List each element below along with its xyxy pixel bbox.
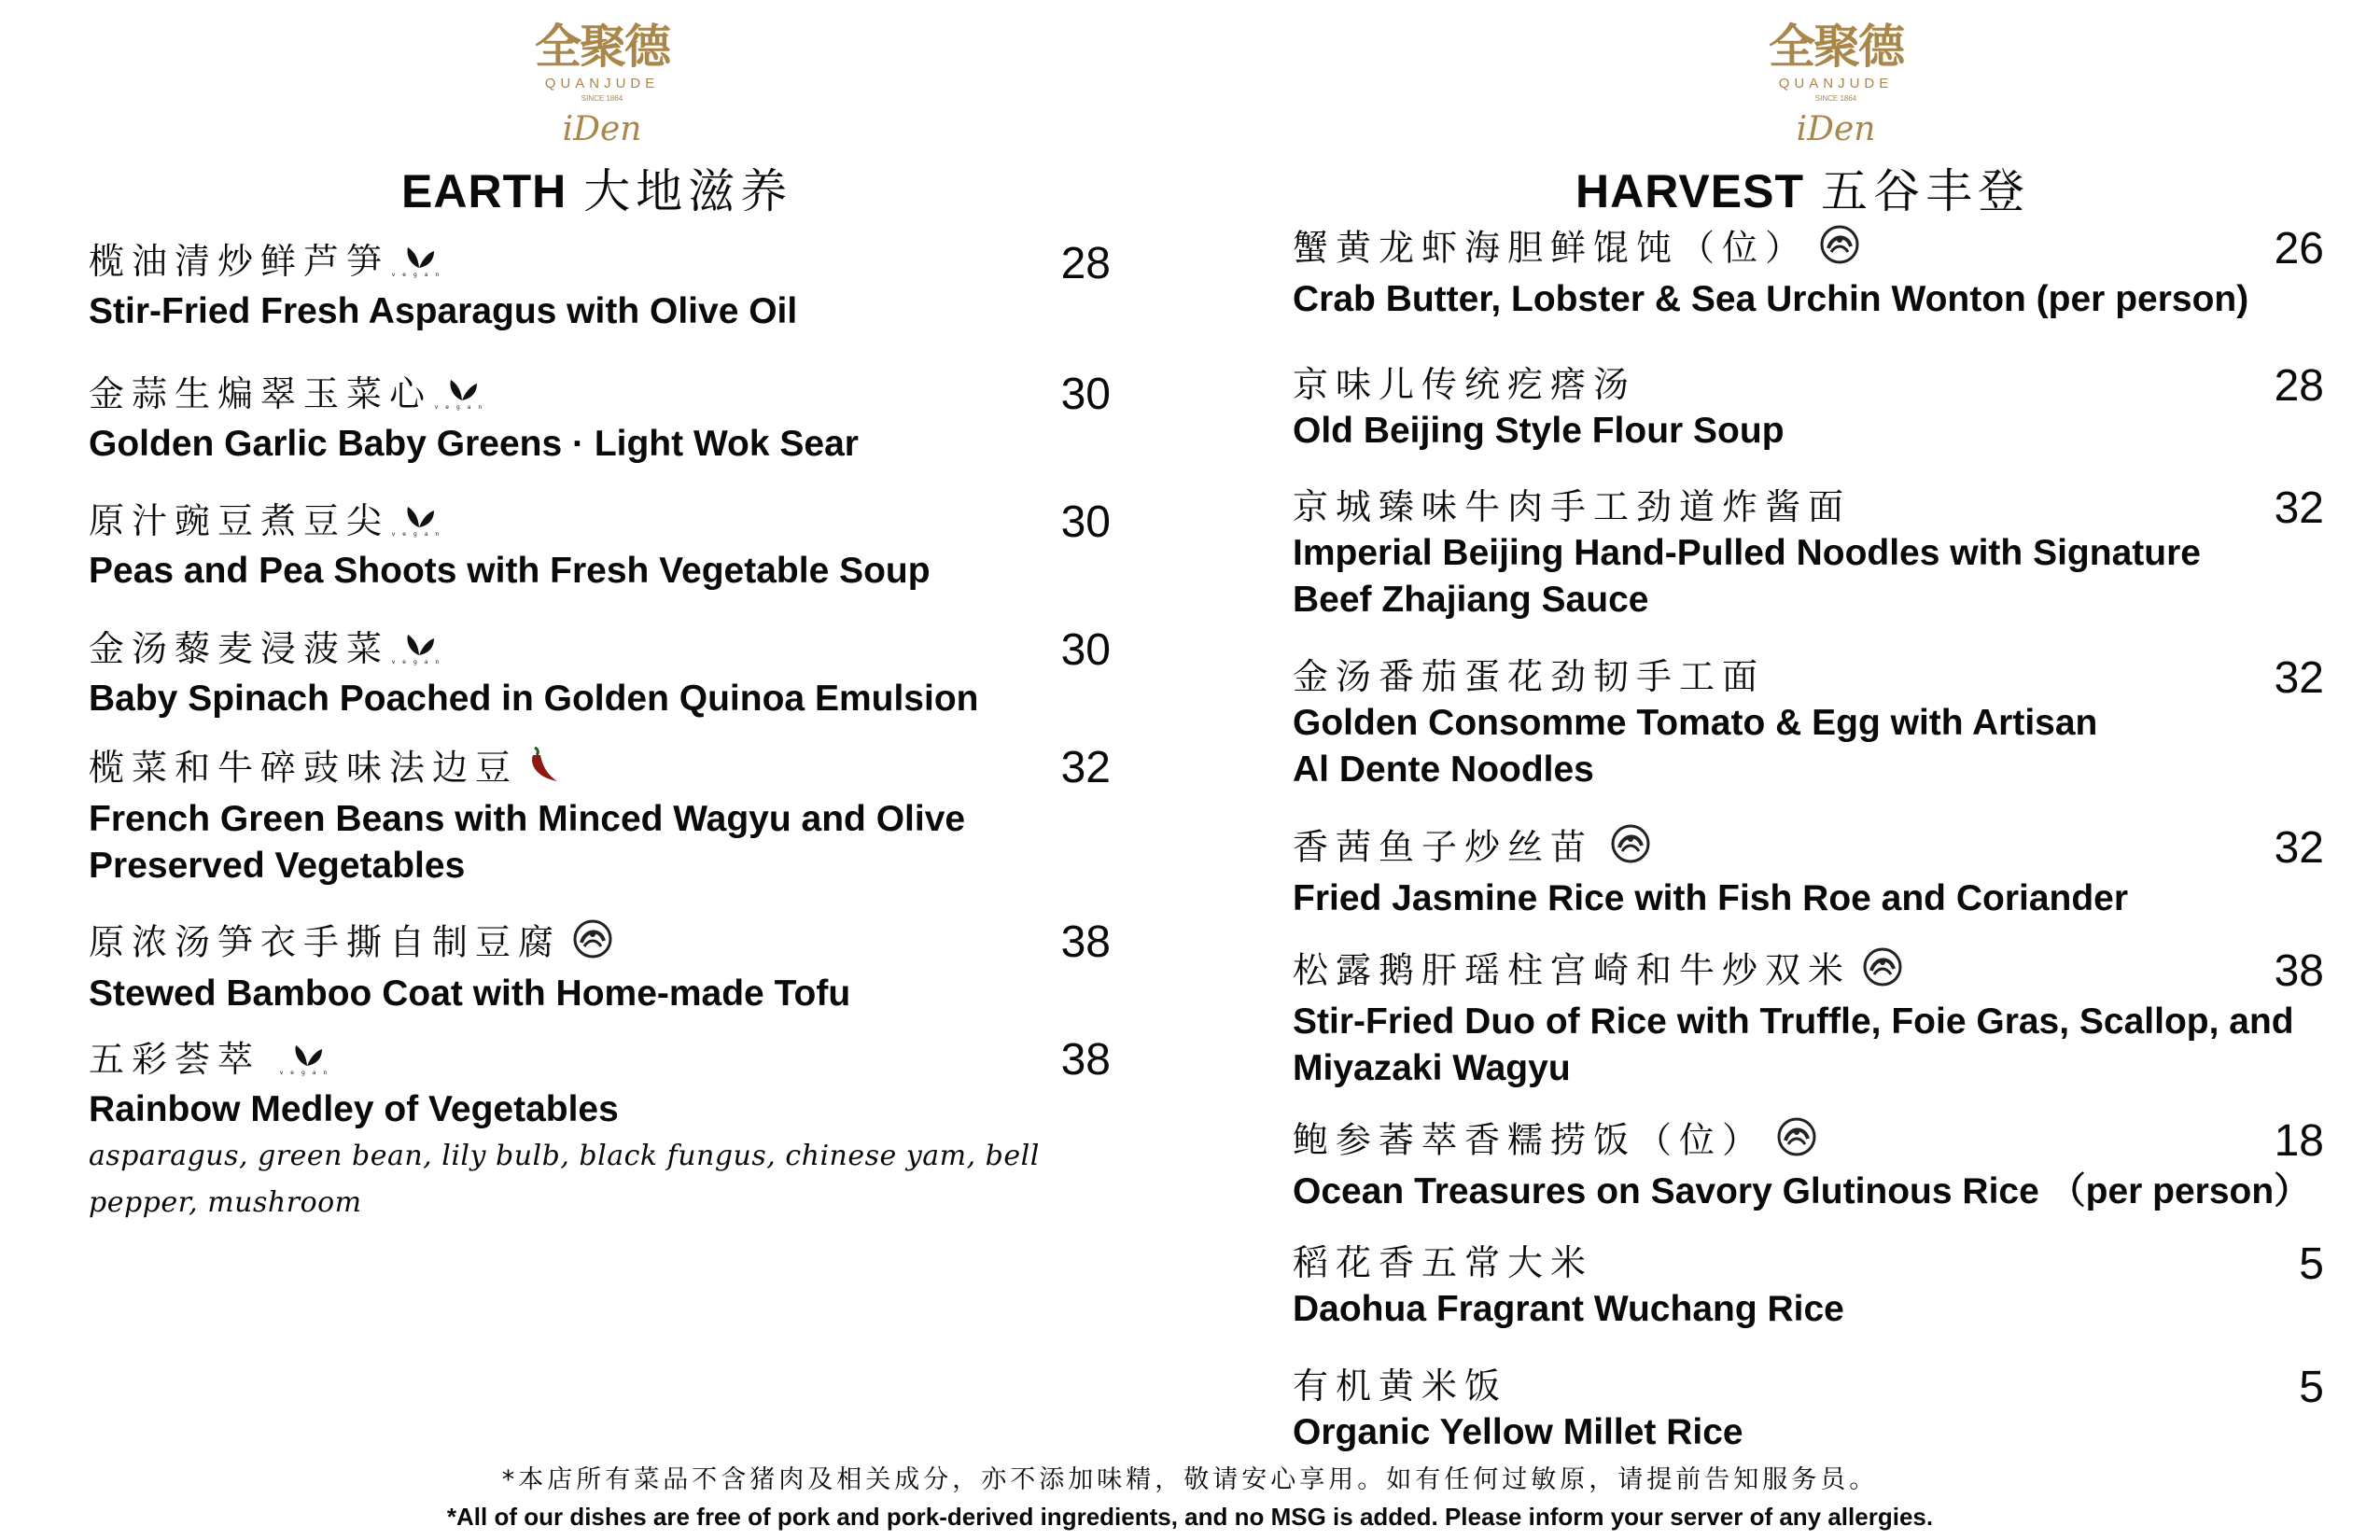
- logo-english: QUANJUDE: [1778, 76, 1894, 91]
- dish-name-en: Stir-Fried Fresh Asparagus with Olive Oil: [89, 290, 798, 331]
- dish-name-en: Stewed Bamboo Coat with Home-made Tofu: [89, 973, 851, 1014]
- svg-text:vegan: vegan: [391, 658, 447, 665]
- dish-name-cn: 松露鹅肝瑶柱宫崎和牛炒双米: [1293, 946, 2294, 999]
- menu-item: [89, 625, 978, 722]
- harvest-title-cn: 五谷丰登: [1821, 164, 2031, 218]
- svg-text:vegan: vegan: [391, 530, 447, 538]
- harvest-section-title: [1575, 163, 2030, 219]
- chef-signature-icon: [1776, 1116, 1817, 1169]
- dish-name-en: Golden Consomme Tomato & Egg with Artisan: [1293, 703, 2098, 743]
- dish-name-en: French Green Beans with Minced Wagyu and Olive: [89, 799, 966, 839]
- menu-item: [89, 744, 965, 889]
- sub-brand-mark: iDen: [562, 110, 642, 148]
- logo-chinese: 全聚德: [535, 19, 669, 74]
- dish-price: 30: [1060, 370, 1111, 419]
- vegan-leaf-icon: [391, 240, 447, 288]
- dish-name-en: Baby Spinach Poached in Golden Quinoa Emulsion: [89, 678, 979, 719]
- harvest-title-en: HARVEST: [1575, 165, 1805, 217]
- dish-price: 32: [2274, 653, 2324, 703]
- dish-name-en: Golden Garlic Baby Greens · Light Wok Sear: [89, 423, 859, 464]
- dish-price: 32: [1060, 743, 1111, 792]
- dish-price: 38: [2274, 946, 2324, 996]
- dish-name-cn: 原浓汤笋衣手撕自制豆腐: [89, 918, 850, 971]
- dish-name-en: Preserved Vegetables: [89, 846, 466, 886]
- menu-item: [1293, 361, 1785, 455]
- dish-description: pepper, mushroom: [89, 1185, 362, 1219]
- dish-name-en: Stir-Fried Duo of Rice with Truffle, Foie Gras, Scallop, and: [1293, 1001, 2294, 1042]
- menu-item: [1293, 653, 2097, 793]
- chef-signature-icon: [572, 918, 613, 971]
- svg-text:vegan: vegan: [391, 271, 447, 278]
- menu-item: [89, 1036, 1040, 1226]
- dish-name-cn: 金汤藜麦浸菠菜 vegan: [89, 625, 978, 676]
- menu-item: [1293, 823, 2128, 922]
- vegan-leaf-icon: [391, 627, 447, 676]
- dish-name-cn: 稻花香五常大米: [1293, 1242, 1594, 1283]
- vegan-leaf-icon: [434, 372, 490, 421]
- menu-item: [1293, 483, 2201, 623]
- dish-description: asparagus, green bean, lily bulb, black fungus, chinese yam, bell: [89, 1139, 1040, 1172]
- menu-item: [89, 238, 797, 335]
- dish-price: 32: [2274, 483, 2324, 533]
- dish-name-cn: 有机黄米饭: [1293, 1365, 1508, 1407]
- menu-item: [1293, 224, 2248, 323]
- dish-price: 28: [2274, 361, 2324, 411]
- footer-note-cn: *本店所有菜品不含猪肉及相关成分，亦不添加味精，敬请安心享用。如有任何过敏原，请提前告知服务员。: [501, 1465, 1879, 1494]
- menu-item: [89, 918, 850, 1017]
- earth-section-title: [401, 163, 792, 219]
- dish-name-cn: 金汤番茄蛋花劲韧手工面: [1293, 656, 1766, 697]
- dish-price: 32: [2274, 823, 2324, 873]
- dish-name-cn: 京城臻味牛肉手工劲道炸酱面: [1293, 486, 1852, 527]
- dish-price: 5: [2299, 1363, 2324, 1412]
- dish-name-cn: 蟹黄龙虾海胆鲜馄饨（位）: [1293, 224, 2248, 276]
- dish-name-en: Crab Butter, Lobster & Sea Urchin Wonton (per person): [1293, 279, 2249, 319]
- dish-name-cn: 榄菜和牛碎豉味法边豆: [89, 744, 965, 796]
- dish-name-en: Rainbow Medley of Vegetables: [89, 1088, 619, 1129]
- earth-title-en: EARTH: [401, 165, 567, 217]
- chili-pepper-icon: [522, 744, 563, 796]
- menu-item: [89, 371, 859, 468]
- logo-english: QUANJUDE: [544, 76, 660, 91]
- brand-logo-right: [1752, 21, 1920, 149]
- logo-since: SINCE 1864: [1814, 94, 1857, 103]
- dish-price: 26: [2274, 224, 2324, 273]
- brand-logo-left: [518, 21, 686, 149]
- dish-price: 5: [2299, 1239, 2324, 1289]
- dish-name-en: Organic Yellow Millet Rice: [1293, 1412, 1743, 1452]
- menu-item: [1293, 1363, 1743, 1456]
- menu-item: [89, 497, 931, 595]
- logo-chinese: 全聚德: [1769, 19, 1903, 74]
- dish-name-cn: 榄油清炒鲜芦笋 vegan: [89, 238, 797, 288]
- earth-title-cn: 大地滋养: [583, 164, 793, 218]
- dish-price: 18: [2274, 1116, 2324, 1166]
- dish-name-cn: 金蒜生煸翠玉菜心 vegan: [89, 371, 859, 421]
- logo-since: SINCE 1864: [581, 94, 623, 103]
- dish-name-en: Beef Zhajiang Sauce: [1293, 580, 1649, 620]
- dish-price: 30: [1060, 625, 1111, 675]
- footer-note-en: *All of our dishes are free of pork and pork-derived ingredients, and no MSG is added. Please inform your server of any allergies.: [446, 1503, 1934, 1531]
- menu-item: [1293, 946, 2294, 1092]
- menu-item: [1293, 1116, 2310, 1215]
- chef-signature-icon: [1610, 823, 1651, 875]
- dish-name-en: Al Dente Noodles: [1293, 749, 1594, 790]
- dish-name-en: Ocean Treasures on Savory Glutinous Rice （per person）: [1293, 1171, 2311, 1211]
- chef-signature-icon: [1862, 946, 1903, 999]
- menu-item: [1293, 1239, 1844, 1333]
- dish-name-cn: 京味儿传统疙瘩汤: [1293, 364, 1637, 405]
- svg-text:vegan: vegan: [279, 1069, 335, 1076]
- dish-name-en: Imperial Beijing Hand-Pulled Noodles with Signature: [1293, 533, 2201, 573]
- vegan-leaf-icon: [279, 1038, 335, 1086]
- dish-name-cn: 鲍参萫萃香糯捞饭（位）: [1293, 1116, 2310, 1169]
- dish-name-en: Old Beijing Style Flour Soup: [1293, 411, 1785, 451]
- dish-name-en: Fried Jasmine Rice with Fish Roe and Coriander: [1293, 878, 2129, 918]
- dish-name-cn: 五彩荟萃 vegan: [89, 1036, 1040, 1086]
- svg-text:vegan: vegan: [434, 403, 490, 411]
- dish-price: 28: [1060, 239, 1111, 288]
- sub-brand-mark: iDen: [1796, 110, 1876, 148]
- dish-price: 30: [1060, 497, 1111, 547]
- dish-name-cn: 原汁豌豆煮豆尖 vegan: [89, 497, 931, 548]
- vegan-leaf-icon: [391, 499, 447, 548]
- dish-name-cn: 香茜鱼子炒丝苗: [1293, 823, 2128, 875]
- dish-name-en: Miyazaki Wagyu: [1293, 1048, 1571, 1088]
- dish-price: 38: [1060, 1035, 1111, 1085]
- dish-name-en: Daohua Fragrant Wuchang Rice: [1293, 1289, 1844, 1329]
- dish-name-en: Peas and Pea Shoots with Fresh Vegetable Soup: [89, 550, 931, 591]
- chef-signature-icon: [1819, 224, 1860, 276]
- dish-price: 38: [1060, 917, 1111, 967]
